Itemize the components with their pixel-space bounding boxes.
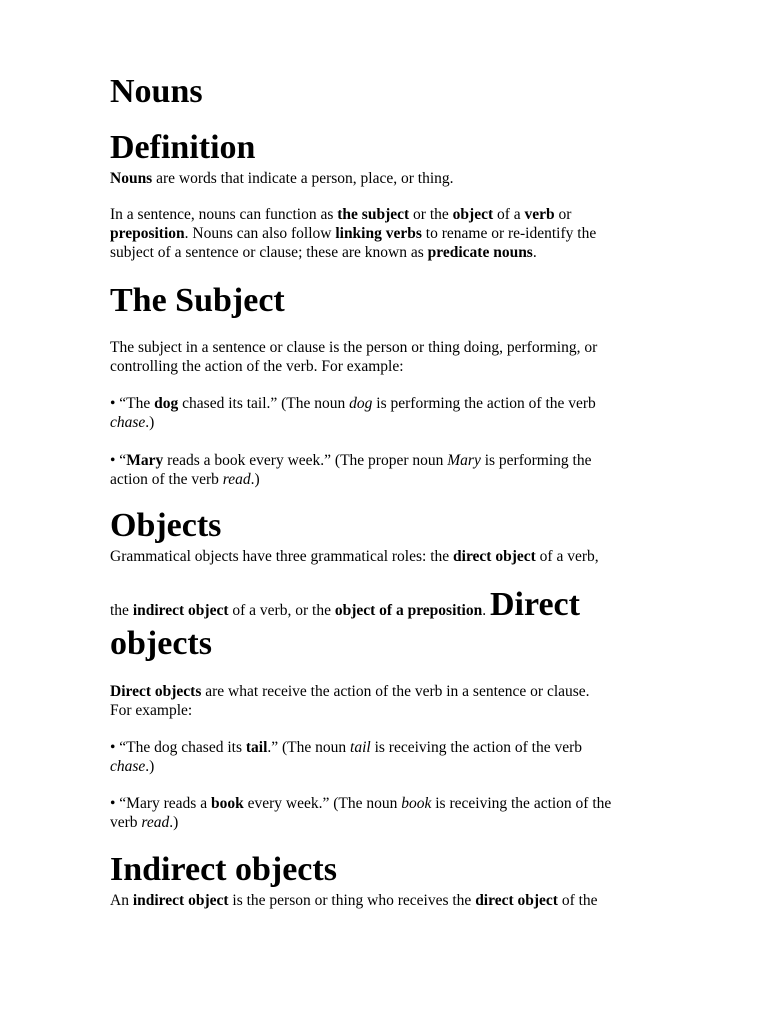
heading-indirect-objects: Indirect objects [110, 851, 337, 888]
text-run: of a verb, [535, 548, 599, 565]
direct-example-1-line-2 [110, 757, 154, 776]
objects-line-1 [110, 547, 599, 566]
heading-the-subject: The Subject [110, 282, 285, 319]
definition-paragraph-1 [110, 169, 454, 188]
text-run: of the [557, 892, 598, 909]
direct-objects-line-2 [110, 701, 192, 720]
text-run: . [482, 602, 490, 619]
text-run: The subject in a sentence or clause is the person or thing doing, performing, or [110, 339, 598, 356]
text-run: .) [145, 414, 155, 431]
text-run: or the [409, 206, 453, 223]
text-run: . Nouns can also follow [184, 225, 336, 242]
text-run: is performing the [480, 452, 592, 469]
text-run: is performing the action of the verb [372, 395, 596, 412]
bold-term: object [452, 206, 494, 223]
page-title: Nouns [110, 73, 203, 110]
bold-term: linking verbs [335, 225, 422, 242]
definition-paragraph-2-line-1 [110, 205, 571, 224]
bold-term: direct object [475, 892, 558, 909]
text-run: of a [493, 206, 525, 223]
bold-term: dog [154, 395, 179, 412]
bold-term: indirect object [132, 892, 229, 909]
heading-definition: Definition [110, 129, 256, 166]
text-run: Grammatical objects have three grammatical roles: the [110, 548, 454, 565]
text-run: are what receive the action of the verb in a sentence or clause. [201, 683, 590, 700]
text-run: chased its tail.” (The noun [178, 395, 350, 412]
text-run: .) [250, 471, 260, 488]
heading-direct-objects: Direct [489, 586, 580, 623]
text-run: • “The [110, 395, 155, 412]
text-run: are words that indicate a person, place, or thing. [152, 170, 454, 187]
text-run: is receiving the action of the verb [370, 739, 583, 756]
definition-paragraph-2-line-2 [110, 224, 596, 243]
direct-objects-line-1 [110, 682, 590, 701]
subject-intro-line-2 [110, 357, 404, 376]
bold-term: indirect object [132, 602, 229, 619]
heading-direct-objects-continued [110, 624, 212, 670]
text-run: For example: [110, 702, 193, 719]
text-run: or [554, 206, 572, 223]
bold-term: preposition [110, 225, 185, 242]
text-run: every week.” (The noun [243, 795, 402, 812]
text-run: is the person or thing who receives the [228, 892, 476, 909]
italic-term: chase [110, 414, 146, 431]
text-run: the [110, 602, 133, 619]
subject-example-1-line-2 [110, 413, 154, 432]
text-run: .) [169, 814, 179, 831]
text-run: action of the verb [110, 471, 223, 488]
bold-term: direct object [453, 548, 536, 565]
text-run: In a sentence, nouns can function as [110, 206, 338, 223]
italic-term: dog [349, 395, 373, 412]
heading-objects: Objects [110, 507, 222, 544]
text-run: controlling the action of the verb. For example: [110, 358, 404, 375]
bold-term: book [210, 795, 244, 812]
bold-term: Mary [126, 452, 164, 469]
definition-paragraph-2-line-3 [110, 243, 537, 262]
subject-example-1-line-1 [110, 394, 596, 413]
text-run: .” (The noun [267, 739, 351, 756]
bold-term: Nouns [110, 170, 153, 187]
bold-term: predicate nouns [427, 244, 533, 261]
indirect-objects-line-1 [110, 891, 598, 910]
heading-direct-objects: objects [110, 625, 212, 662]
text-run: .) [145, 758, 155, 775]
subject-example-2-line-2 [110, 470, 260, 489]
italic-term: chase [110, 758, 146, 775]
text-run: • “Mary reads a [110, 795, 211, 812]
bold-term: object of a preposition [334, 602, 483, 619]
subject-intro-line-1 [110, 338, 597, 357]
italic-term: tail [350, 739, 371, 756]
bold-term: the subject [337, 206, 410, 223]
bold-term: tail [245, 739, 268, 756]
text-run: . [532, 244, 537, 261]
text-run: • “The dog chased its [110, 739, 246, 756]
text-run: reads a book every week.” (The proper noun [163, 452, 448, 469]
text-run: of a verb, or the [228, 602, 335, 619]
text-run: subject of a sentence or clause; these are known as [110, 244, 428, 261]
italic-term: Mary [447, 452, 481, 469]
bold-term: Direct objects [110, 683, 202, 700]
italic-term: read [141, 814, 170, 831]
text-run: to rename or re-identify the [421, 225, 597, 242]
italic-term: read [222, 471, 251, 488]
direct-example-2-line-1 [110, 794, 611, 813]
text-run: • “ [110, 452, 127, 469]
italic-term: book [401, 795, 432, 812]
bold-term: verb [524, 206, 555, 223]
text-run: is receiving the action of the [431, 795, 612, 812]
direct-example-1-line-1 [110, 738, 582, 757]
text-run: verb [110, 814, 142, 831]
direct-example-2-line-2 [110, 813, 178, 832]
subject-example-2-line-1 [110, 451, 591, 470]
text-run: An [110, 892, 133, 909]
